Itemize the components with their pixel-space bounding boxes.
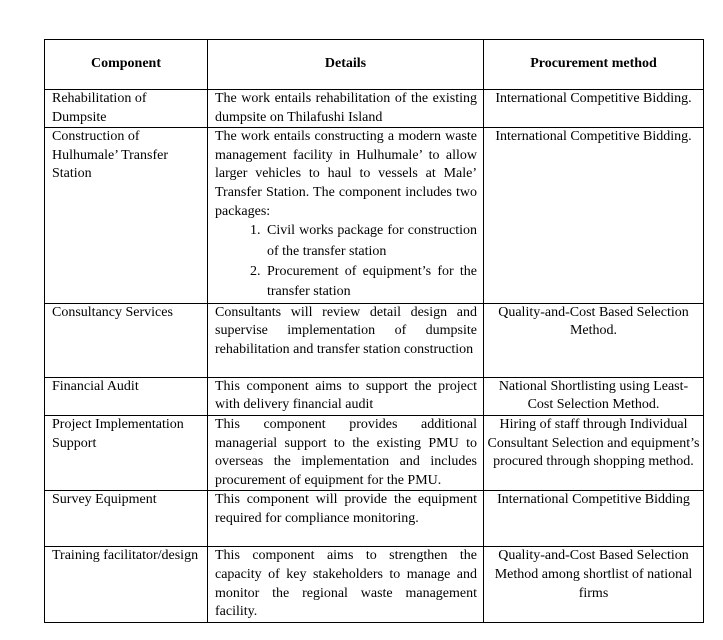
procurement-cell: Hiring of staff through Individual Consultant Selection and equipment’s procured through shopping method.: [484, 415, 704, 490]
component-cell: Project Implementation Support: [45, 415, 208, 490]
component-cell: Rehabilitation of Dumpsite: [45, 90, 208, 128]
table-row: [45, 415, 704, 490]
component-cell: Financial Audit: [45, 377, 208, 415]
details-cell: Consultants will review detail design and supervise implementation of dumpsite rehabilitation and transfer station construction: [208, 303, 484, 377]
procurement-cell: Quality-and-Cost Based Selection Method.: [484, 303, 704, 377]
header-row: [45, 40, 704, 90]
procurement-cell: International Competitive Bidding.: [484, 90, 704, 128]
header-details: Details: [208, 40, 484, 90]
table-row: [45, 547, 704, 622]
table-row: [45, 377, 704, 415]
component-cell: Consultancy Services: [45, 303, 208, 377]
table-row: [45, 303, 704, 377]
list-item: 1. Civil works package for construction of the transfer station: [264, 221, 477, 262]
details-list: [215, 221, 477, 303]
details-cell: This component will provide the equipment required for compliance monitoring.: [208, 491, 484, 547]
procurement-cell: International Competitive Bidding.: [484, 128, 704, 304]
details-cell: [208, 128, 484, 304]
details-cell: This component aims to strengthen the capacity of key stakeholders to manage and monitor the regional waste management facility.: [208, 547, 484, 622]
table-row: [45, 491, 704, 547]
component-cell: Training facilitator/design: [45, 547, 208, 622]
component-cell: Construction of Hulhumale’ Transfer Station: [45, 128, 208, 304]
component-cell: Survey Equipment: [45, 491, 208, 547]
header-procurement: Procurement method: [484, 40, 704, 90]
procurement-cell: Quality-and-Cost Based Selection Method among shortlist of national firms: [484, 547, 704, 622]
table-row: [45, 128, 704, 304]
table-row: [45, 90, 704, 128]
details-cell: The work entails rehabilitation of the existing dumpsite on Thilafushi Island: [208, 90, 484, 128]
procurement-table: [44, 39, 704, 623]
details-text: The work entails constructing a modern waste management facility in Hulhumale’ to allow larger vehicles to haul to vessels at Male’ Transfer Station. The component includes two packages:: [215, 129, 477, 219]
header-component: Component: [45, 40, 208, 90]
procurement-cell: International Competitive Bidding: [484, 491, 704, 547]
list-item: 2. Procurement of equipment’s for the transfer station: [264, 262, 477, 303]
procurement-cell: National Shortlisting using Least-Cost Selection Method.: [484, 377, 704, 415]
details-cell: This component provides additional managerial support to the existing PMU to overseas the implementation and includes procurement of equipment for the PMU.: [208, 415, 484, 490]
details-cell: This component aims to support the project with delivery financial audit: [208, 377, 484, 415]
